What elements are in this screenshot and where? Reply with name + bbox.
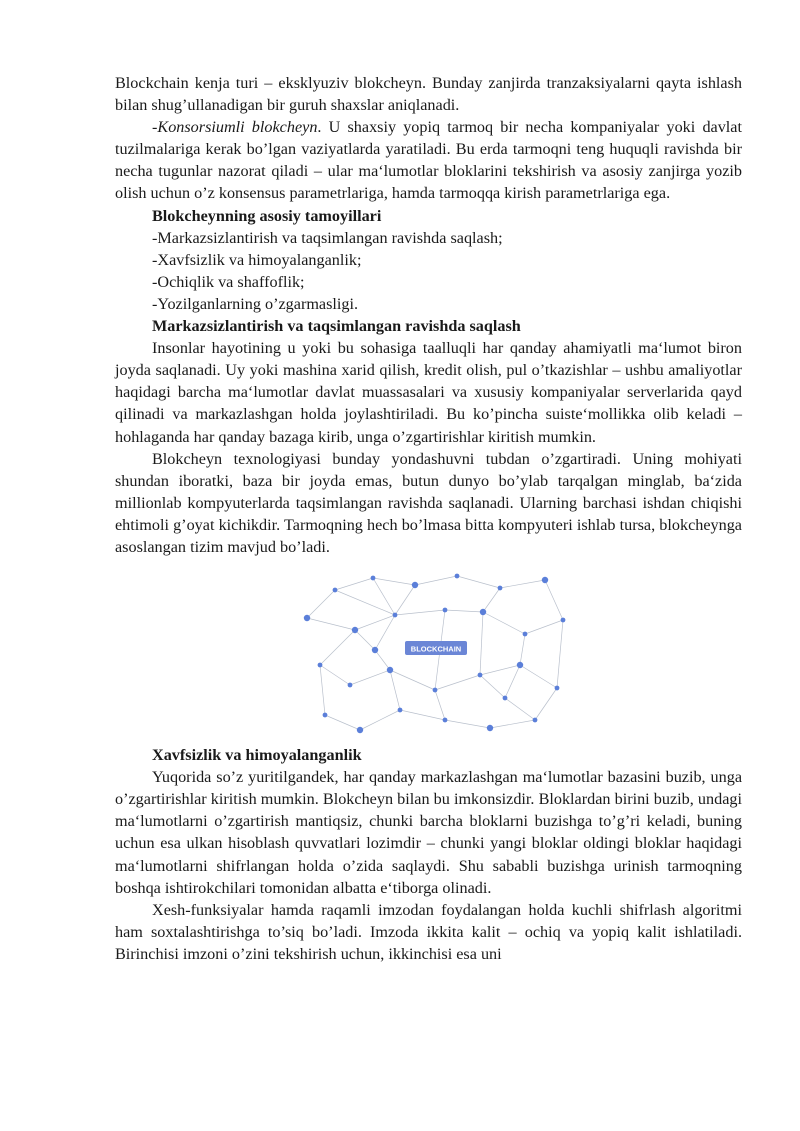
network-node [443,718,448,723]
network-node [443,608,448,613]
heading-principles: Blokcheynning asosiy tamoyillari [152,206,382,225]
network-link [390,670,435,690]
network-link [445,720,490,728]
network-link [480,612,483,675]
network-link [360,710,400,730]
network-link [335,578,373,590]
heading-security: Xavfsizlik va himoyalanganlik [152,746,362,765]
network-link [505,665,520,698]
network-link [457,576,500,588]
network-link [520,634,525,665]
network-node [555,686,560,691]
list-item: -Yozilganlarning o’zgarmasligi. [152,294,359,313]
network-node [352,627,358,633]
network-node [372,647,378,653]
network-node [398,708,403,713]
network-node [542,577,548,583]
network-node [533,718,538,723]
network-link [320,665,325,715]
network-node [561,618,566,623]
paragraph-intro: Blockchain kenja turi – eksklyuziv blokcheyn. Bunday zanjirda tranzaksiyalarni qayta ishlash bilan shug’ullanadigan bir guruh shaxslar aniqlanadi. [115,74,742,115]
term-consortium: -Konsorsiumli blokcheyn [152,118,318,137]
network-link [395,585,415,615]
network-link [483,588,500,612]
network-link [320,665,350,685]
network-node [517,662,523,668]
network-node [523,632,528,637]
network-link [490,720,535,728]
paragraph-consortium-text: . U shaxsiy yopiq tarmoq bir necha kompaniyalar yoki davlat tuzilmalariga kerak bo’lgan vaziyatlarda yaratiladi. Bu erda tarmoqni teng huquqli ravishda bir necha tugunlar nazorat qiladi – ular ma‘lumotlar bloklarini tekshirish va asosiy zanjirga yozib olish uchun o’z konsensus parametrlariga, hamda tarmoqqa kirish parametrlariga ega. [115,118,742,203]
network-node [393,613,398,618]
network-node [333,588,338,593]
network-link [525,620,563,634]
network-link [415,576,457,585]
network-link [480,665,520,675]
network-node [433,688,438,693]
paragraph-hash-functions: Xesh-funksiyalar hamda raqamli imzodan foydalangan holda kuchli shifrlash algoritmi ham soxtalashtirishga to’siq bo’ladi. Imzoda ikkita kalit – ochiq va yopiq kalit ishlatiladi. Birinchisi imzoni o’zini tekshirish uchun, ikkinchisi esa uni [115,900,742,963]
heading-decentralization: Markazsizlantirish va taqsimlangan ravishda saqlash [152,317,521,336]
network-node [487,725,493,731]
network-link [395,610,445,615]
network-link [400,710,445,720]
network-node [387,667,393,673]
network-node [371,576,376,581]
document-page [115,72,742,965]
blockchain-network-figure [115,570,742,744]
paragraph-consortium [115,116,742,204]
network-link [325,715,360,730]
network-link [375,615,395,650]
network-link [320,630,355,665]
network-link [307,618,355,630]
network-link [375,650,390,670]
network-link [355,615,395,630]
network-link [435,675,480,690]
network-node [503,696,508,701]
network-link [435,690,445,720]
network-node [412,582,418,588]
network-link [505,698,535,720]
network-link [483,612,525,634]
network-node [480,609,486,615]
network-node [455,574,460,579]
network-node [357,727,363,733]
network-link [390,670,400,710]
network-link [545,580,563,620]
network-link [355,630,375,650]
network-diagram-image [295,570,575,744]
network-link [535,688,557,720]
network-node [304,615,310,621]
paragraph-decentralization: Insonlar hayotining u yoki bu sohasiga taalluqli har qanday ahamiyatli ma‘lumot biron joyda saqlanadi. Uy yoki mashina xarid qilish, kredit olish, pul o’tkazishlar – ushbu amaliyotlar haqidagi barcha ma‘lumotlar davlat muassasalari va xususiy kompaniyalar serverlarida qayd qilinadi va markazlashgan holda joylashtiriladi. Bu ko’pincha suiste‘mollikka olib keladi – hohlaganda har qanday bazaga kirib, unga o’zgartirishlar kiritish mumkin. [115,339,742,446]
list-item: -Markazsizlantirish va taqsimlangan ravishda saqlash; [152,228,503,247]
network-node [318,663,323,668]
network-link [373,578,395,615]
network-link [520,665,557,688]
list-item: -Ochiqlik va shaffoflik; [152,272,305,291]
network-link [350,670,390,685]
network-link [500,580,545,588]
list-item: -Xavfsizlik va himoyalanganlik; [152,250,362,269]
network-link [480,675,505,698]
network-link [445,610,483,612]
network-node [348,683,353,688]
network-link [557,620,563,688]
blockchain-label: BLOCKCHAIN [410,644,462,654]
network-node [323,713,328,718]
network-link [373,578,415,585]
paragraph-security: Yuqorida so’z yuritilgandek, har qanday markazlashgan ma‘lumotlar bazasini buzib, unga o’zgartirishlar kiritish mumkin. Blokcheyn bilan bu imkonsizdir. Bloklardan birini buzib, undagi ma‘lumotlarni o’zgartirish mantiqsiz, chunki barcha bloklarni buzishga to’g’ri keladi, buning uchun esa ulkan hisoblash quvvatlari lozimdir – chunki yangi bloklar oldingi bloklar haqidagi ma‘lumotlarni shifrlangan holda o’zida saqlaydi. Shu sababli buzishga urinish tarmoqning boshqa ishtirokchilari tomonidan albatta e‘tiborga olinadi. [115,768,742,897]
network-node [498,586,503,591]
network-link [307,590,335,618]
network-node [478,673,483,678]
network-link [335,590,395,615]
paragraph-blockchain-tech: Blokcheyn texnologiyasi bunday yondashuvni tubdan o’zgartiradi. Uning mohiyati shundan iboratki, baza bir joyda emas, butun dunyo bo’ylab tarqalgan minglab, ba‘zida millionlab kompyuterlarda taqsimlangan ravishda saqlanadi. Ularning barchasi ishdan chiqishi ehtimoli g’oyat kichikdir. Tarmoqning hech bo’lmasa bitta kompyuteri ishlab tursa, blokcheynga asoslangan tizim mavjud bo’ladi. [115,449,742,556]
